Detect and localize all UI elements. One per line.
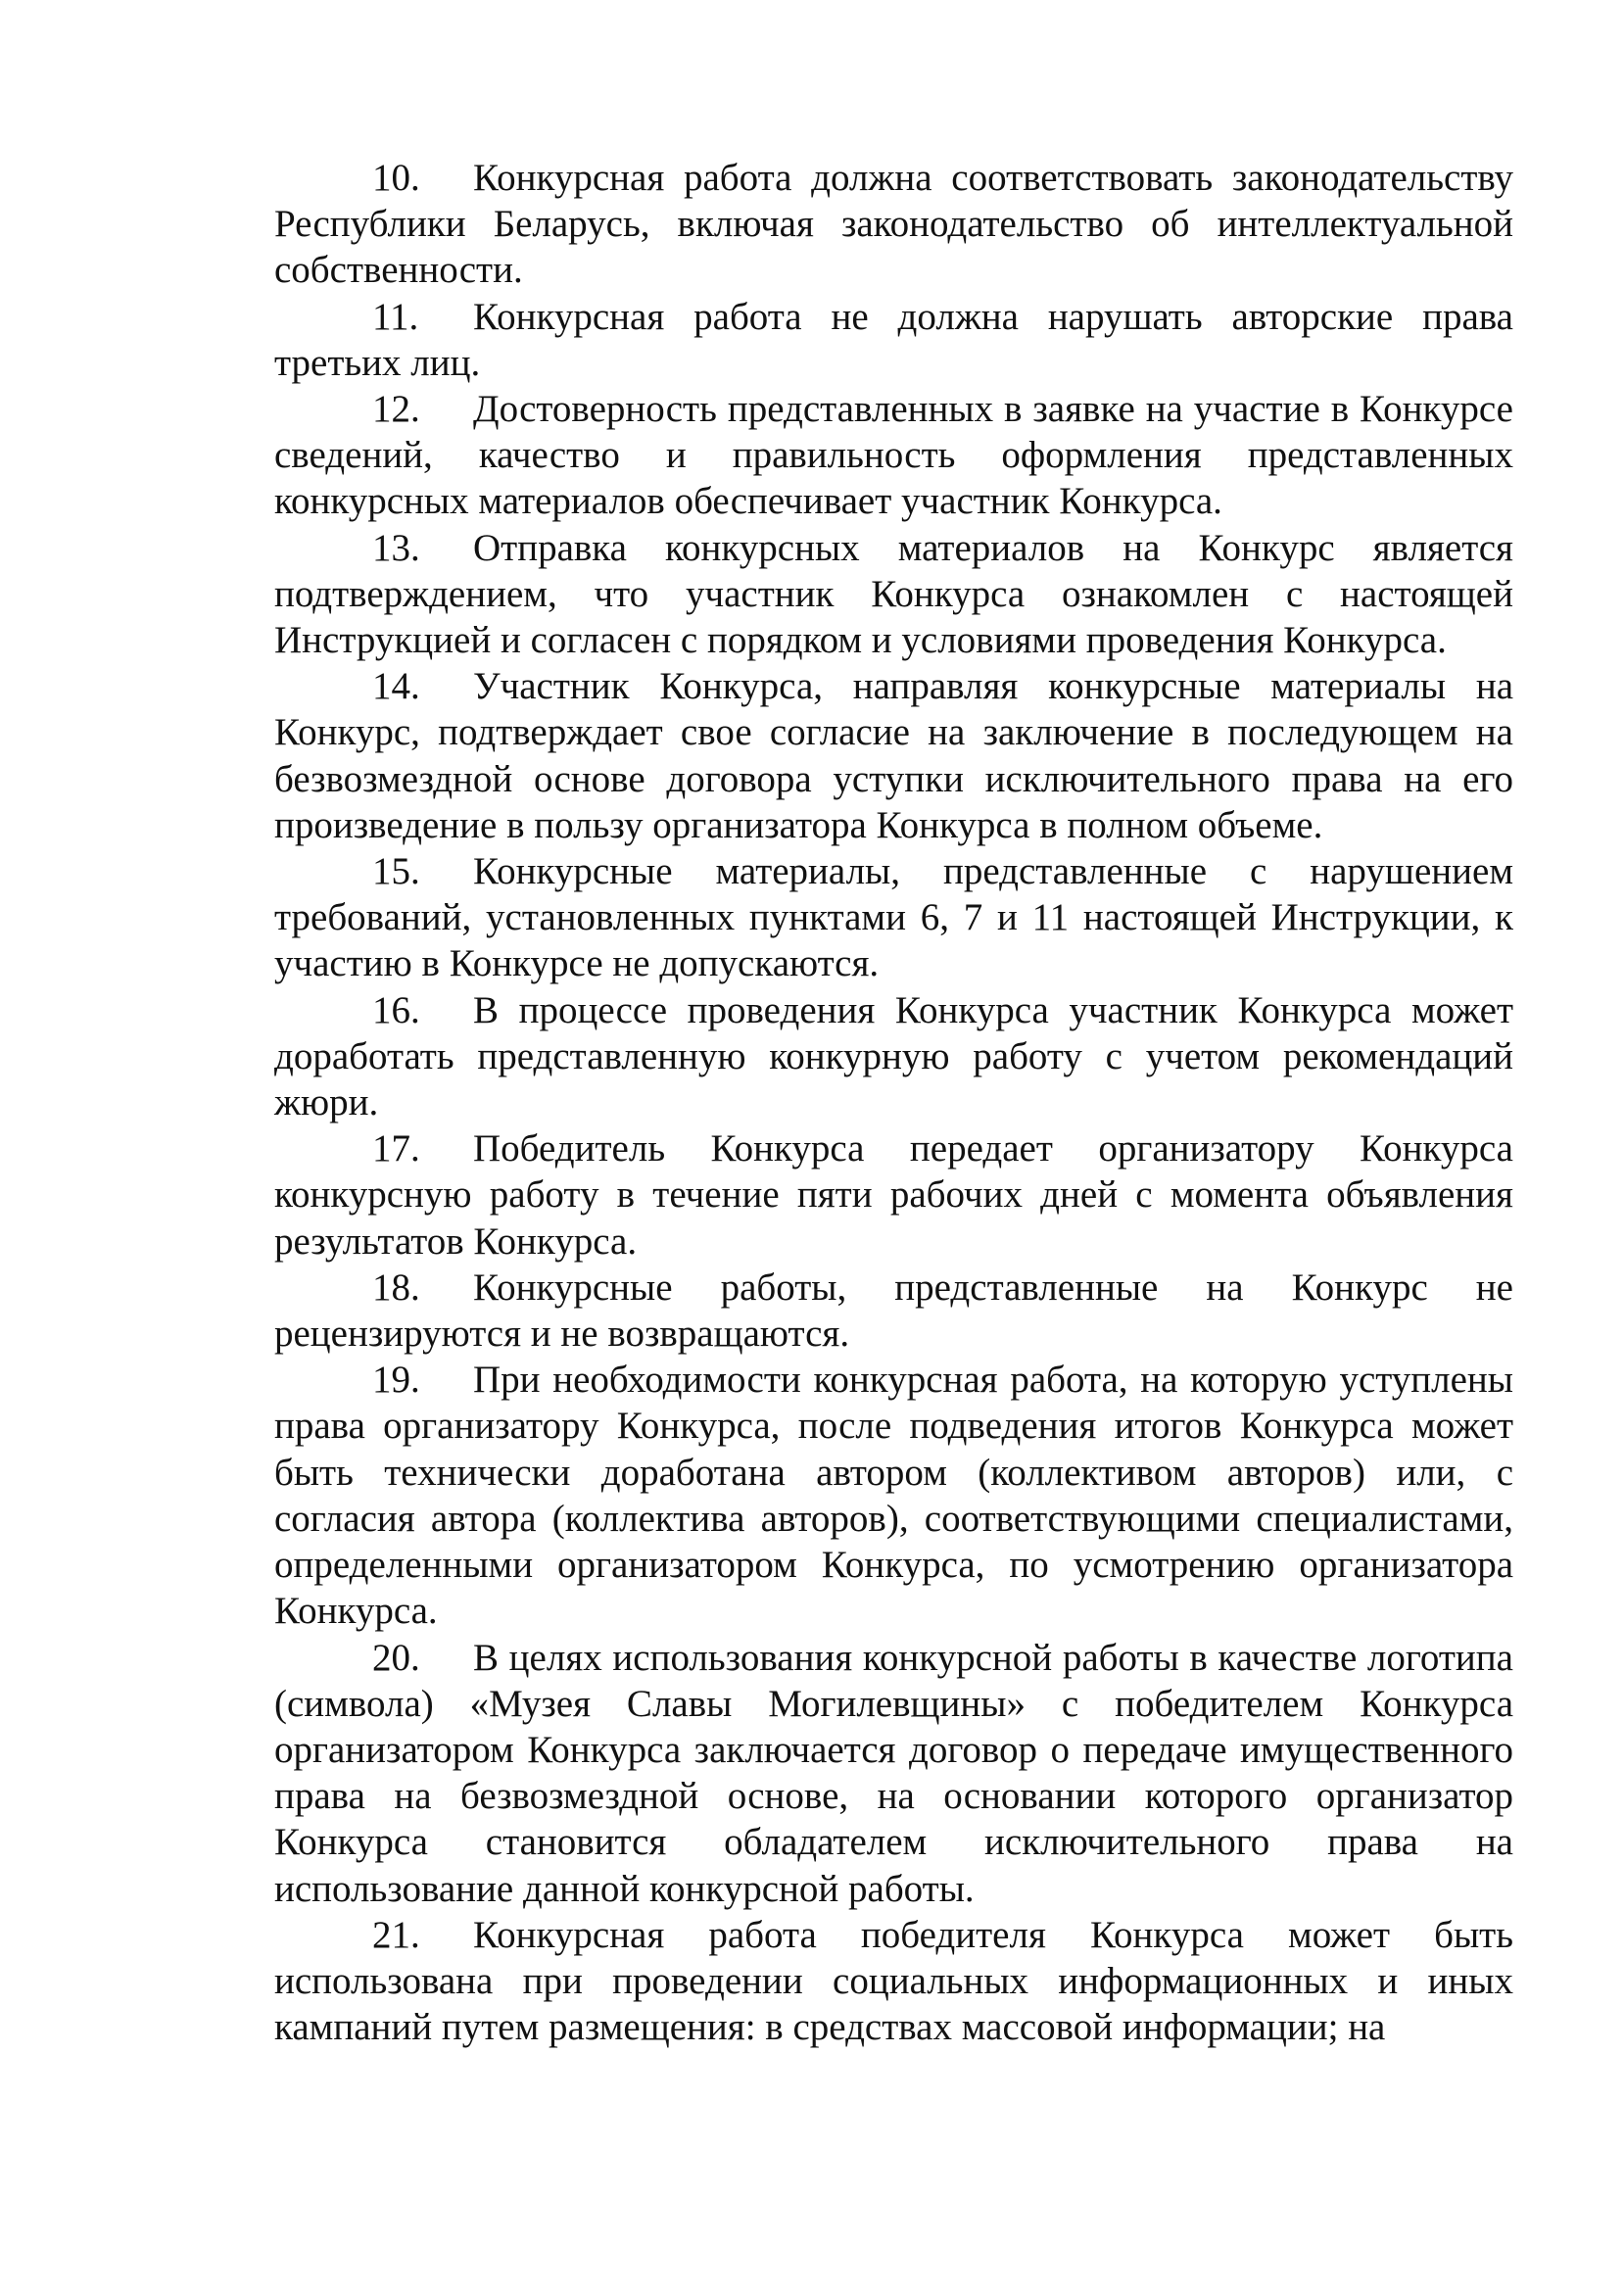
clause-11: [274, 294, 1513, 386]
clause-number: 19.: [372, 1359, 420, 1402]
clause-number: 21.: [372, 1913, 420, 1956]
clause-14: [274, 663, 1513, 848]
clause-text: Конкурсные материалы, представленные с нарушением требований, установленных пунктами 6, 7 и 11 настоящей Инструкции, к участию в Конкурсе не допускаются.: [274, 850, 1513, 985]
clause-15: [274, 848, 1513, 987]
clause-16: [274, 987, 1513, 1126]
clause-number: 14.: [372, 665, 420, 708]
clause-12: [274, 386, 1513, 525]
clause-number: 11.: [372, 295, 419, 338]
clause-text: Конкурсная работа победителя Конкурса может быть использована при проведении социальных информационных и иных кампаний путем размещения: в средствах массовой информации; на: [274, 1913, 1513, 2049]
clause-number: 12.: [372, 388, 420, 431]
clause-text: Достоверность представленных в заявке на участие в Конкурсе сведений, качество и правильность оформления представленных конкурсных материалов обеспечивает участник Конкурса.: [274, 388, 1513, 523]
clause-text: Конкурсная работа должна соответствовать законодательству Республики Беларусь, включая законодательство об интеллектуальной собственности.: [274, 157, 1513, 292]
clause-text: При необходимости конкурсная работа, на которую уступлены права организатору Конкурса, после подведения итогов Конкурса может быть технически доработана автором (коллективом авторов) или, с согласия автора (коллектива авторов), соответствующими специалистами, определенными организатором Конкурса, по усмотрению организатора Конкурса.: [274, 1359, 1513, 1633]
clause-number: 18.: [372, 1266, 420, 1309]
clause-text: Конкурсная работа не должна нарушать авторские права третьих лиц.: [274, 295, 1513, 384]
clause-10: [274, 155, 1513, 294]
clause-number: 16.: [372, 988, 420, 1031]
clause-text: Конкурсные работы, представленные на Конкурс не рецензируются и не возвращаются.: [274, 1266, 1513, 1356]
clause-13: [274, 525, 1513, 664]
clause-17: [274, 1125, 1513, 1265]
clause-number: 13.: [372, 526, 420, 569]
clause-20: [274, 1635, 1513, 1912]
clause-number: 15.: [372, 850, 420, 893]
clause-text: Участник Конкурса, направляя конкурсные материалы на Конкурс, подтверждает свое согласие на заключение в последующем на безвозмездной основе договора уступки исключительного права на его произведение в пользу организатора Конкурса в полном объеме.: [274, 665, 1513, 846]
clause-number: 17.: [372, 1127, 420, 1170]
clause-text: В процессе проведения Конкурса участник Конкурса может доработать представленную конкурную работу с учетом рекомендаций жюри.: [274, 988, 1513, 1124]
clause-text: В целях использования конкурсной работы в качестве логотипа (символа) «Музея Славы Могилевщины» с победителем Конкурса организатором Конкурса заключается договор о передаче имущественного права на безвозмездной основе, на основании которого организатор Конкурса становится обладателем исключительного права на использование данной конкурсной работы.: [274, 1636, 1513, 1910]
clause-number: 10.: [372, 157, 420, 199]
clause-number: 20.: [372, 1636, 420, 1679]
clause-19: [274, 1357, 1513, 1634]
clause-text: Победитель Конкурса передает организатору Конкурса конкурсную работу в течение пяти рабочих дней с момента объявления результатов Конкурса.: [274, 1127, 1513, 1263]
clause-18: [274, 1265, 1513, 1357]
clause-text: Отправка конкурсных материалов на Конкурс является подтверждением, что участник Конкурса ознакомлен с настоящей Инструкцией и согласен с порядком и условиями проведения Конкурса.: [274, 526, 1513, 662]
document-page: [274, 155, 1513, 2050]
clause-21: [274, 1912, 1513, 2051]
